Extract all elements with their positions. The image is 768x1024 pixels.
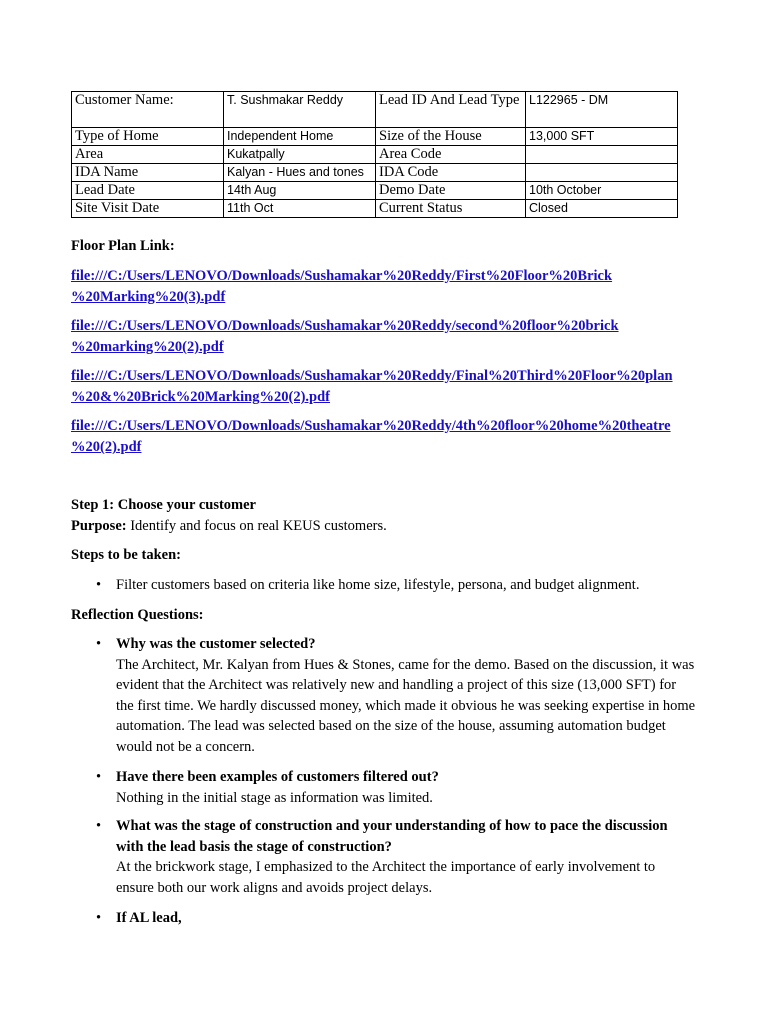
list-item [116, 767, 696, 808]
floor-plan-link-2[interactable] [71, 316, 711, 358]
lead-info-table [71, 91, 678, 218]
site-visit-date-label: Site Visit Date [72, 200, 224, 218]
steps-heading: Steps to be taken: [71, 547, 181, 563]
table-row [72, 164, 678, 182]
lead-date-value: 14th Aug [224, 182, 376, 200]
link-line: %20(2).pdf [71, 439, 142, 455]
area-value: Kukatpally [224, 146, 376, 164]
house-size-label: Size of the House [376, 128, 526, 146]
customer-name-label: Customer Name: [72, 92, 224, 128]
question-text: If AL lead, [116, 910, 182, 926]
ida-name-value: Kalyan - Hues and tones [224, 164, 376, 182]
question-text: Have there been examples of customers filtered out? [116, 769, 439, 785]
list-item [116, 634, 696, 758]
table-row [72, 182, 678, 200]
purpose-line [71, 516, 387, 537]
question-text: Why was the customer selected? [116, 636, 316, 652]
bullet-icon: • [96, 910, 102, 926]
table-row [72, 128, 678, 146]
lead-id-label: Lead ID And Lead Type [376, 92, 526, 128]
customer-name-value: T. Sushmakar Reddy [224, 92, 376, 128]
bullet-icon: • [96, 818, 102, 834]
purpose-label: Purpose: [71, 518, 127, 534]
list-item: Filter customers based on criteria like home size, lifestyle, persona, and budget alignment. [116, 577, 640, 593]
answer-text: The Architect, Mr. Kalyan from Hues & Stones, came for the demo. Based on the discussion, it was evident that the Architect was relatively new and handling a project of this size (13,000 SFT) for the first time. We hardly discussed money, which made it obvious he was seeking expertise in home automation. The lead was selected based on the size of the house, assuming automation budget would not be a concern. [116, 656, 696, 755]
reflection-heading: Reflection Questions: [71, 607, 204, 623]
link-line: %20Marking%20(3).pdf [71, 289, 226, 305]
list-item [116, 908, 696, 929]
table-row [72, 200, 678, 218]
floor-plan-heading: Floor Plan Link: [71, 238, 175, 254]
current-status-label: Current Status [376, 200, 526, 218]
answer-text: At the brickwork stage, I emphasized to the Architect the importance of early involvement to ensure both our work aligns and avoids project delays. [116, 859, 656, 896]
link-line: file:///C:/Users/LENOVO/Downloads/Sushamakar%20Reddy/Final%20Third%20Floor%20plan [71, 368, 673, 384]
area-code-value [526, 146, 678, 164]
current-status-value: Closed [526, 200, 678, 218]
ida-code-label: IDA Code [376, 164, 526, 182]
list-item [116, 816, 696, 898]
bullet-icon: • [96, 769, 102, 785]
lead-id-value: L122965 - DM [526, 92, 678, 128]
demo-date-label: Demo Date [376, 182, 526, 200]
bullet-icon: • [96, 636, 102, 652]
site-visit-date-value: 11th Oct [224, 200, 376, 218]
link-line: %20&%20Brick%20Marking%20(2).pdf [71, 389, 330, 405]
floor-plan-link-3[interactable] [71, 366, 711, 408]
link-line: file:///C:/Users/LENOVO/Downloads/Sushamakar%20Reddy/second%20floor%20brick [71, 318, 619, 334]
lead-date-label: Lead Date [72, 182, 224, 200]
bullet-icon: • [96, 577, 102, 593]
table-row [72, 146, 678, 164]
home-type-value: Independent Home [224, 128, 376, 146]
link-line: file:///C:/Users/LENOVO/Downloads/Sushamakar%20Reddy/4th%20floor%20home%20theatre [71, 418, 671, 434]
area-label: Area [72, 146, 224, 164]
table-row [72, 92, 678, 128]
ida-code-value [526, 164, 678, 182]
floor-plan-link-4[interactable] [71, 416, 711, 458]
ida-name-label: IDA Name [72, 164, 224, 182]
home-type-label: Type of Home [72, 128, 224, 146]
purpose-text: Identify and focus on real KEUS customers. [126, 518, 387, 534]
area-code-label: Area Code [376, 146, 526, 164]
demo-date-value: 10th October [526, 182, 678, 200]
answer-text: Nothing in the initial stage as information was limited. [116, 789, 433, 806]
link-line: %20marking%20(2).pdf [71, 339, 224, 355]
house-size-value: 13,000 SFT [526, 128, 678, 146]
question-text: What was the stage of construction and your understanding of how to pace the discussion with the lead basis the stage of construction? [116, 818, 668, 855]
step1-title: Step 1: Choose your customer [71, 497, 256, 513]
floor-plan-link-1[interactable] [71, 266, 711, 308]
link-line: file:///C:/Users/LENOVO/Downloads/Sushamakar%20Reddy/First%20Floor%20Brick [71, 268, 613, 284]
